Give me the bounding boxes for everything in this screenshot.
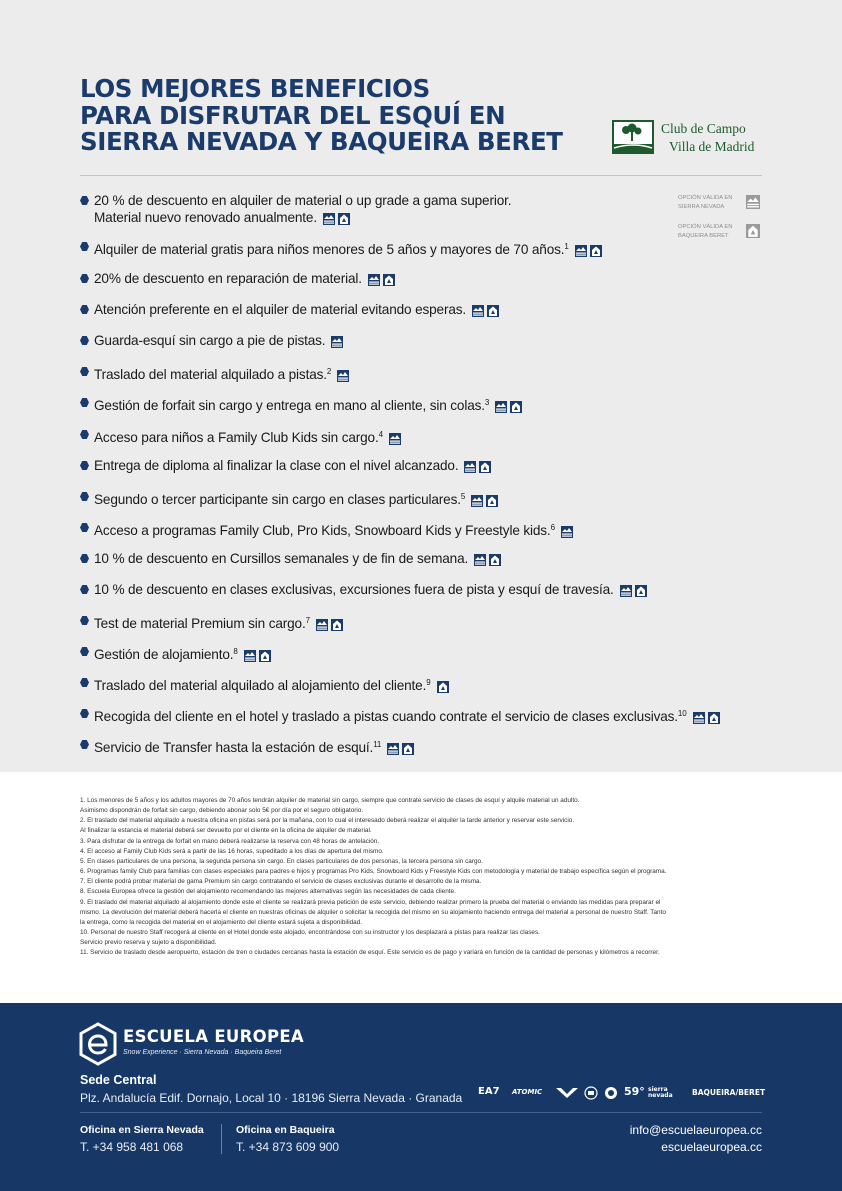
bullet-icon <box>80 647 89 656</box>
benefit-label: 20% de descuento en reparación de material. <box>94 271 362 286</box>
baqueira-beret-icon <box>437 681 449 693</box>
contact-email-link[interactable]: info@escuelaeuropea.cc <box>629 1123 762 1137</box>
bullet-icon <box>80 305 89 314</box>
availability-icons <box>316 616 346 633</box>
sierra-nevada-icon <box>746 195 760 209</box>
sierra-nevada-icon <box>244 650 256 662</box>
partner-logo-59: 59° <box>624 1085 645 1098</box>
headquarters-address: Plz. Andalucía Edif. Dornajo, Local 10 · 18196 Sierra Nevada · Granada <box>80 1091 463 1105</box>
footnote-ref: 8 <box>233 647 238 656</box>
footnote-ref: 6 <box>550 523 555 532</box>
availability-icons <box>693 709 723 726</box>
sierra-nevada-icon <box>387 743 399 755</box>
benefit-label: 10 % de descuento en Cursillos semanales y de fin de semana. <box>94 551 469 566</box>
sierra-nevada-icon <box>323 213 335 225</box>
benefit-label: Entrega de diploma al finalizar la clase con el nivel alcanzado. <box>94 458 459 473</box>
availability-icons <box>387 740 417 757</box>
availability-icons <box>575 242 605 259</box>
footnote-line: Al finalizar la estancia el material deberá ser devuelto por el cliente en la oficina de alquiler de material. <box>80 827 372 835</box>
baqueira-beret-icon <box>259 650 271 662</box>
benefit-label-line-2: Material nuevo renovado anualmente. <box>94 210 317 225</box>
club-de-campo-logo <box>612 118 772 160</box>
benefit-label: Acceso para niños a Family Club Kids sin cargo. <box>94 430 379 445</box>
benefit-text <box>94 674 452 695</box>
bullet-icon <box>80 585 89 594</box>
footer-divider <box>80 1112 762 1113</box>
baqueira-beret-icon <box>402 743 414 755</box>
benefit-text <box>94 519 576 540</box>
availability-icons <box>561 523 576 540</box>
footnote-ref: 3 <box>484 398 490 407</box>
benefit-label: Guarda-esquí sin cargo a pie de pistas. <box>94 333 326 348</box>
bullet-icon <box>80 274 89 283</box>
footnote-ref: 5 <box>460 492 466 501</box>
benefit-text <box>94 426 404 447</box>
club-de-campo-icon <box>612 120 654 154</box>
legend-item-sierra-nevada <box>678 193 768 217</box>
bullet-icon <box>80 336 89 345</box>
bullet-icon <box>80 242 89 251</box>
partner-logos <box>476 1085 766 1102</box>
sierra-nevada-icon <box>474 554 486 566</box>
sierra-nevada-icon <box>472 305 484 317</box>
benefit-label: Recogida del cliente en el hotel y traslado a pistas cuando contrate el servicio de clases exclusivas. <box>94 709 678 724</box>
legend-item-baqueira-beret <box>678 222 768 246</box>
benefit-label: Alquiler de material gratis para niños menores de 5 años y mayores de 70 años. <box>94 242 565 257</box>
benefit-text <box>94 705 723 726</box>
availability-icons <box>331 333 346 350</box>
bullet-icon <box>80 523 89 532</box>
footnote-line: 8. Escuela Europea ofrece la gestión del alojamiento recomendando las mejores alternativas según las necesidades de cada cliente. <box>80 888 456 896</box>
benefit-label: Servicio de Transfer hasta la estación de esquí. <box>94 740 374 755</box>
bullet-icon <box>80 398 89 407</box>
benefit-text <box>94 581 650 599</box>
bullet-icon <box>80 367 89 376</box>
header-divider <box>80 175 762 176</box>
availability-icons <box>244 647 274 664</box>
bullet-icon <box>80 430 89 439</box>
icon-legend <box>678 193 768 251</box>
office-baqueira-phone[interactable]: T. +34 873 609 900 <box>236 1140 340 1154</box>
availability-icons <box>474 551 504 568</box>
benefit-text <box>94 488 501 509</box>
title-line-3: SIERRA NEVADA Y BAQUEIRA BERET <box>80 127 563 156</box>
benefit-label: Gestión de forfait sin cargo y entrega en mano al cliente, sin colas. <box>94 398 485 413</box>
benefit-text <box>94 736 417 757</box>
sierra-nevada-icon <box>389 433 401 445</box>
benefit-label: Acceso a programas Family Club, Pro Kids, Snowboard Kids y Freestyle kids. <box>94 523 551 538</box>
footnotes <box>80 796 764 959</box>
sierra-nevada-icon <box>575 245 587 257</box>
partner-logo-emblem <box>584 1086 598 1100</box>
footnote-line: 4. El acceso al Family Club Kids será a partir de las 16 horas, supeditado a los días de apertura del mismo. <box>80 847 384 855</box>
footnote-line: 10. Personal de nuestro Staff recogerá al cliente en el Hotel donde este alojado, encontrándose con su instructor y los desplazará a pistas para realizar las clases. <box>80 929 540 937</box>
availability-icons <box>495 398 525 415</box>
benefit-text <box>94 270 398 288</box>
footnote-line: 7. El cliente podrá probar material de gama Premium sin cargo contratando el servicio de clases exclusivas durante el desarrollo de la misma. <box>80 878 482 886</box>
benefit-label: Gestión de alojamiento. <box>94 647 234 662</box>
availability-icons <box>437 678 452 695</box>
availability-icons <box>368 271 398 288</box>
bullet-icon <box>80 709 89 718</box>
baqueira-beret-icon <box>489 554 501 566</box>
baqueira-beret-icon <box>338 213 350 225</box>
page-title <box>80 76 600 156</box>
benefit-text <box>94 612 346 633</box>
partner-logo-atomic: ATOMIC <box>512 1088 543 1096</box>
brand-tagline: Snow Experience · Sierra Nevada · Baqueira Beret <box>123 1049 282 1056</box>
benefit-label: 20 % de descuento en alquiler de material o up grade a gama superior. <box>94 193 512 208</box>
sierra-nevada-icon <box>316 619 328 631</box>
escuela-europea-icon <box>78 1022 118 1066</box>
availability-icons <box>620 582 650 599</box>
bullet-icon <box>80 461 89 470</box>
availability-icons <box>464 458 494 475</box>
footnote-line: 11. Servicio de traslado desde aeropuerto, estación de tren o ciudades cercanas hasta la estación de esquí. Este servicio es de pago y variará en función de la cantidad de personas y kilómetros a recorrer. <box>80 949 660 957</box>
footnote-line: 5. En clases particulares de una persona, la segunda persona sin cargo. En clases particulares de dos personas, la tercera persona sin cargo. <box>80 857 483 865</box>
partner-logo-circle <box>604 1086 618 1100</box>
office-separator <box>221 1124 222 1154</box>
benefit-text <box>94 643 274 664</box>
availability-icons <box>389 430 404 447</box>
benefit-text <box>94 394 525 415</box>
baqueira-beret-icon <box>635 585 647 597</box>
partner-logo-ea7: EA7 <box>478 1086 500 1097</box>
bullet-icon <box>80 678 89 687</box>
benefit-text <box>94 363 352 384</box>
benefit-text <box>94 301 502 319</box>
footnote-ref: 4 <box>378 430 383 439</box>
title-line-1: LOS MEJORES BENEFICIOS <box>80 74 430 103</box>
baqueira-beret-icon <box>590 245 602 257</box>
availability-icons <box>323 210 353 227</box>
footnote-line: Servicio previo reserva y sujeto a disponibilidad. <box>80 939 217 947</box>
office-sierra-nevada-title: Oficina en Sierra Nevada <box>80 1124 204 1136</box>
baqueira-beret-icon <box>486 495 498 507</box>
footnote-line: 3. Para disfrutar de la entrega de forfait en mano deberá realizarse la reserva con 48 horas de antelación. <box>80 837 380 845</box>
club-logo-line-1: Club de Campo <box>661 121 746 136</box>
headquarters-title: Sede Central <box>80 1073 157 1087</box>
baqueira-beret-icon <box>746 224 760 238</box>
baqueira-beret-icon <box>510 401 522 413</box>
footnote-ref: 1 <box>564 242 569 251</box>
benefit-text <box>94 238 605 259</box>
sierra-nevada-icon <box>561 526 573 538</box>
baqueira-beret-icon <box>331 619 343 631</box>
sierra-nevada-icon <box>337 370 349 382</box>
partner-logo-baqueira-beret: BAQUEIRA/BERET <box>692 1088 766 1097</box>
footnote-ref: 2 <box>326 367 332 376</box>
footnote-line: 6. Programas family Club para familias con clases especiales para padres e hijos y programas Pro Kids, Snowboard Kids y Freestyle Kids con metodología y material de trabajo específica según el programa. <box>80 868 667 876</box>
bullet-icon <box>80 740 89 749</box>
escuela-europea-logo <box>78 1022 304 1070</box>
legend-label: OPCIÓN VÁLIDA EN BAQUEIRA BERET <box>678 224 733 239</box>
office-baqueira-title: Oficina en Baqueira <box>236 1124 335 1136</box>
availability-icons <box>471 492 501 509</box>
benefit-label: Segundo o tercer participante sin cargo en clases particulares. <box>94 492 461 507</box>
baqueira-beret-icon <box>487 305 499 317</box>
bullet-icon <box>80 492 89 501</box>
footnote-line: 2. El traslado del material alquilado a nuestra oficina en pistas será por la mañana, con lo cual el interesado deberá realizar el alquiler la tarde anterior y reservar este servicio. <box>80 817 575 825</box>
sierra-nevada-icon <box>471 495 483 507</box>
footnote-line: 9. El traslado del material alquilado al alojamiento donde este el cliente se realizará previa petición de este servicio, debiendo realizar primero la prueba del material o enviando las medidas para preparar el <box>80 898 661 906</box>
website-link[interactable]: escuelaeuropea.cc <box>661 1140 762 1154</box>
sierra-nevada-icon <box>464 461 476 473</box>
benefit-label: Traslado del material alquilado a pistas. <box>94 367 327 382</box>
availability-icons <box>472 302 502 319</box>
bullet-icon <box>80 616 89 625</box>
footnote-line: mismo. La devolución del material deberá hacerla el cliente en nuestras oficinas de alquiler o solicitar la recogida del mismo en su alojamiento haciendo entrega del material a personal de nuestro Staff. Tanto <box>80 908 666 916</box>
sierra-nevada-icon <box>331 336 343 348</box>
sierra-nevada-icon <box>368 274 380 286</box>
footnote-ref: 11 <box>373 740 382 749</box>
partner-logo-wings <box>556 1087 578 1099</box>
brand-name: ESCUELA EUROPEA <box>123 1027 304 1046</box>
benefit-text <box>94 192 511 227</box>
availability-icons <box>337 367 352 384</box>
footnote-line: 1. Los menores de 5 años y los adultos mayores de 70 años tendrán alquiler de material sin cargo, siempre que contrate servicio de clases de esquí y alquile material un adulto. <box>80 797 580 804</box>
benefit-label: Test de material Premium sin cargo. <box>94 616 306 631</box>
baqueira-beret-icon <box>708 712 720 724</box>
club-logo-line-2: Villa de Madrid <box>669 139 755 154</box>
benefit-text <box>94 457 494 475</box>
bullet-icon <box>80 554 89 563</box>
baqueira-beret-icon <box>479 461 491 473</box>
office-sierra-nevada-phone[interactable]: T. +34 958 481 068 <box>80 1140 184 1154</box>
footnote-line: la entrega, como la recogida del material en el alojamiento del cliente estará sujeta a disponibilidad. <box>80 918 363 926</box>
footnote-ref: 7 <box>305 616 310 625</box>
partner-logo-sierra-nevada: sierra nevada <box>648 1086 673 1099</box>
benefit-label: Traslado del material alquilado al alojamiento del cliente. <box>94 678 427 693</box>
sierra-nevada-icon <box>693 712 705 724</box>
baqueira-beret-icon <box>383 274 395 286</box>
legend-label: OPCIÓN VÁLIDA EN SIERRA NEVADA <box>678 195 733 210</box>
bullet-icon <box>80 196 89 205</box>
benefit-text <box>94 550 504 568</box>
title-line-2: PARA DISFRUTAR DEL ESQUÍ EN <box>80 100 506 130</box>
benefit-label: Atención preferente en el alquiler de material evitando esperas. <box>94 302 467 317</box>
footnote-ref: 9 <box>426 678 431 687</box>
benefit-text <box>94 332 346 350</box>
footnote-line: Asimismo dispondrán de forfait sin cargo, debiendo abonar solo 5€ por día por el seguro obligatorio. <box>80 807 364 815</box>
sierra-nevada-icon <box>620 585 632 597</box>
sierra-nevada-icon <box>495 401 507 413</box>
footer <box>0 1003 842 1191</box>
benefit-label: 10 % de descuento en clases exclusivas, excursiones fuera de pista y esquí de travesía. <box>94 582 614 597</box>
footnote-ref: 10 <box>677 709 687 718</box>
